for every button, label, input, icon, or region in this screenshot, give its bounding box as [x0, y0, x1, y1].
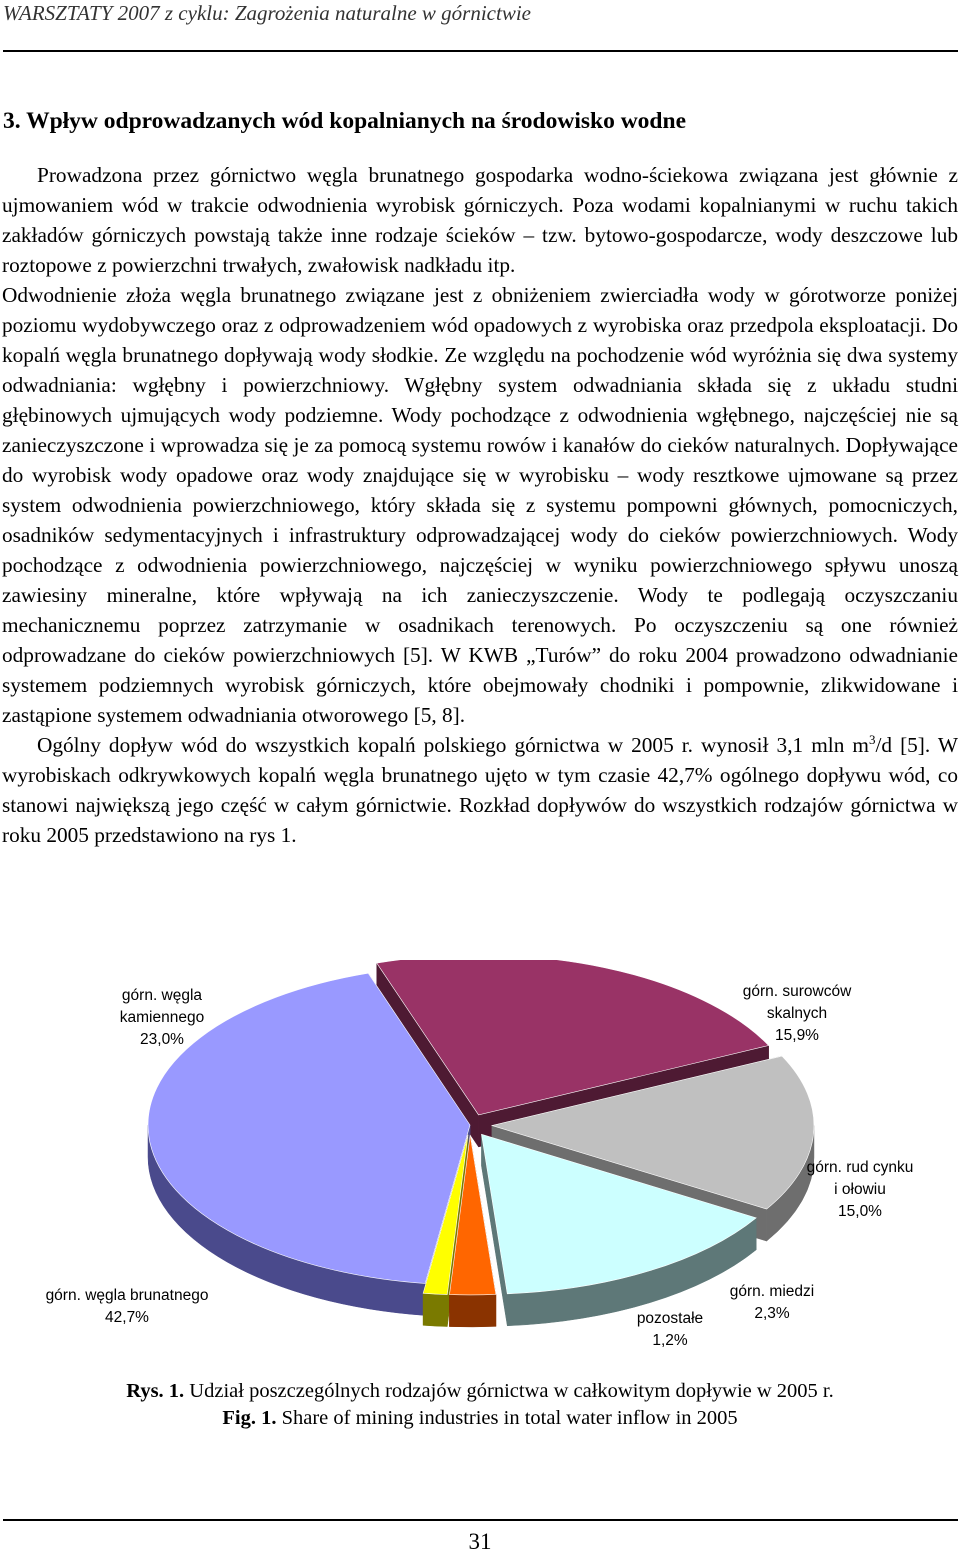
page-number: 31 — [468, 1529, 492, 1554]
body-text — [2, 160, 958, 850]
pie-label-line: i ołowiu — [834, 1181, 886, 1198]
caption-english-prefix: Fig. 1. — [222, 1407, 277, 1429]
pie-label-0 — [46, 1287, 209, 1326]
pie-label-line: górn. rud cynku — [806, 1159, 914, 1176]
pie-label-line: pozostałe — [636, 1310, 704, 1327]
pie-slice-edge — [423, 1293, 447, 1326]
pie-label-line: górn. surowców — [742, 983, 852, 1000]
pie-chart — [0, 960, 960, 1380]
superscript-3: 3 — [868, 731, 876, 747]
pie-label-line: kamiennego — [119, 1009, 205, 1026]
caption-polish-prefix: Rys. 1. — [126, 1380, 185, 1402]
figure-caption — [0, 1378, 960, 1432]
paragraph-3-part-b: /d [5]. W wyrobiskach odkrywkowych kopalń węgla brunatnego ujęto w tym czasie 42,7% ogólnego dopływu wód, co stanowi największą jego część w całym górnictwie. Rozkład dopływów do wszystkich rodzajów górnictwa w roku 2005 przedstawiono na rys 1. — [2, 733, 958, 847]
pie-label-line: górn. miedzi — [729, 1283, 815, 1300]
pie-label-line: 15,0% — [838, 1203, 882, 1220]
header-rule — [3, 50, 958, 52]
caption-english — [0, 1405, 960, 1432]
pie-label-line: górn. węgla — [121, 987, 203, 1004]
pie-label-line: skalnych — [766, 1005, 828, 1022]
pie-label-line: górn. węgla brunatnego — [45, 1287, 209, 1304]
paragraph-1: Prowadzona przez górnictwo węgla brunatnego gospodarka wodno-ściekowa związana jest głównie z ujmowaniem wód w trakcie odwodnienia wyrobisk górniczych. Poza wodami kopalnianymi w ruchu takich zakładów górniczych powstają także inne rodzaje ścieków – tzw. bytowo-gospodarcze, wody deszczowe lub roztopowe z powierzchni trwałych, zwałowisk nadkładu itp. — [2, 163, 958, 277]
pie-label-line: 1,2% — [652, 1332, 688, 1349]
pie-label-2 — [743, 983, 852, 1044]
running-header: WARSZTATY 2007 z cyklu: Zagrożenia naturalne w górnictwie — [3, 1, 531, 25]
pie-label-line: 23,0% — [140, 1031, 184, 1048]
caption-english-text: Share of mining industries in total water inflow in 2005 — [276, 1407, 738, 1429]
paragraph-2: Odwodnienie złoża węgla brunatnego związane jest z obniżeniem zwierciadła wody w górotworze poniżej poziomu wydobywczego oraz z odprowadzeniem wód opadowych z wyrobiska oraz przedpola eksploatacji. Do kopalń węgla brunatnego dopływają wody słodkie. Ze względu na pochodzenie wód wyróżnia się dwa systemy odwadniania: wgłębny i powierzchniowy. Wgłębny system odwadniania składa się z układu studni głębinowych ujmujących wody podziemne. Wody pochodzące z odwodnienia wgłębnego, najczęściej nie są zanieczyszczone i wprowadza się je za pomocą systemu rowów i kanałów do cieków naturalnych. Dopływające do wyrobisk wody opadowe oraz wody znajdujące się w wyrobisku – wody resztkowe ujmowane są przez system odwodnienia powierzchniowego, który składa się z systemu pompowni głównych, pomocniczych, osadników sedymentacyjnych i infrastruktury odprowadzającej wody do cieków powierzchniowych. Wody pochodzące z odwodnienia powierzchniowego, najczęściej w wyniku powierzchniowego spływu unoszą zawiesiny mineralne, które wpływają na ich zanieczyszczenie. Wody te podlegają oczyszczaniu mechanicznemu poprzez zatrzymanie w osadnikach terenowych. Po oczyszczeniu są one również odprowadzane do cieków powierzchniowych [5]. W KWB „Turów” do roku 2004 prowadzono odwadnianie systemem podziemnych wyrobisk górniczych, które obejmowały chodniki i pompownie, zlikwidowane i zastąpione systemem odwadniania otworowego [5, 8]. — [2, 283, 958, 727]
pie-slice-edge — [449, 1294, 495, 1327]
pie-label-1 — [120, 987, 204, 1048]
pie-label-4 — [730, 1283, 814, 1322]
caption-polish-text: Udział poszczególnych rodzajów górnictwa w całkowitym dopływie w 2005 r. — [184, 1380, 834, 1402]
caption-polish — [0, 1378, 960, 1405]
paragraph-3 — [2, 730, 958, 850]
pie-slices — [148, 960, 814, 1327]
section-title: 3. Wpływ odprowadzanych wód kopalnianych na środowisko wodne — [3, 108, 687, 134]
paragraph-3-part-a: Ogólny dopływ wód do wszystkich kopalń polskiego górnictwa w 2005 r. wynosił 3,1 mln m — [37, 733, 869, 757]
pie-label-line: 42,7% — [105, 1309, 149, 1326]
pie-chart-svg — [0, 960, 960, 1380]
pie-label-5 — [637, 1310, 703, 1349]
pie-label-3 — [807, 1159, 914, 1220]
pie-label-line: 2,3% — [754, 1305, 790, 1322]
footer-rule — [3, 1519, 958, 1521]
pie-label-line: 15,9% — [775, 1027, 819, 1044]
